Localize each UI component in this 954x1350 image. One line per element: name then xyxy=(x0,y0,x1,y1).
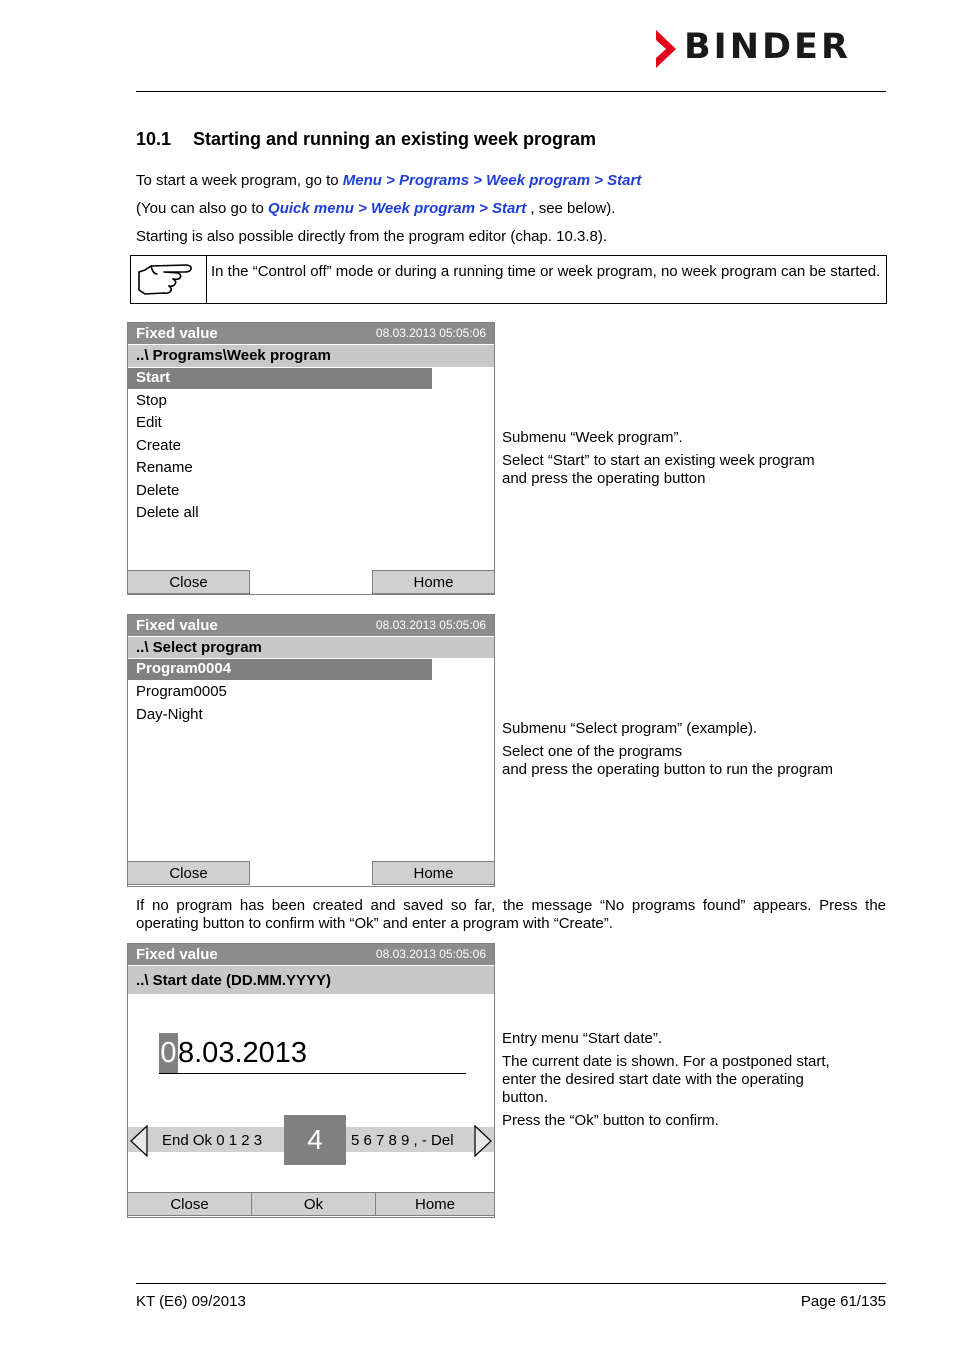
screen-datetime: 08.03.2013 05:05:06 xyxy=(375,947,486,961)
screen-path: ..\ Select program xyxy=(128,637,494,658)
date-cursor: 0 xyxy=(159,1033,178,1073)
section-number: 10.1 xyxy=(136,129,172,149)
keys-right[interactable]: 5 6 7 8 9 , - Del xyxy=(351,1132,454,1149)
screen-title: Fixed value xyxy=(136,325,218,342)
screen1-description: Submenu “Week program”. Select “Start” to start an existing week program and press the operating button xyxy=(502,429,815,487)
screen-title-bar xyxy=(128,323,494,344)
screen-datetime: 08.03.2013 05:05:06 xyxy=(375,326,486,340)
menu-item-rename[interactable]: Rename xyxy=(136,459,193,476)
menu-item-edit[interactable]: Edit xyxy=(136,414,162,431)
keys-left[interactable]: End Ok 0 1 2 3 xyxy=(162,1132,263,1149)
arrow-right-icon[interactable] xyxy=(473,1125,493,1157)
screen-path: ..\ Start date (DD.MM.YYYY) xyxy=(128,966,494,994)
screen-title: Fixed value xyxy=(136,946,218,963)
quick-menu-path-link: Quick menu > Week program > Start xyxy=(268,200,527,217)
binder-logo-mark xyxy=(654,30,680,68)
program-item-program0004[interactable]: Program0004 xyxy=(128,659,432,680)
select-program-screen xyxy=(127,614,495,887)
ok-button[interactable]: Ok xyxy=(251,1192,376,1216)
screen2-description: Submenu “Select program” (example). Select one of the programs and press the operating button to run the program xyxy=(502,720,834,778)
section-heading xyxy=(136,129,596,150)
home-button[interactable]: Home xyxy=(372,861,495,885)
menu-item-create[interactable]: Create xyxy=(136,437,182,454)
menu-item-delete-all[interactable]: Delete all xyxy=(136,504,199,521)
footer-left: KT (E6) 09/2013 xyxy=(136,1293,246,1310)
brand-name: BINDER xyxy=(684,27,851,67)
menu-path-link: Menu > Programs > Week program > Start xyxy=(342,172,642,189)
date-value-field[interactable] xyxy=(159,1033,307,1073)
screen-path: ..\ Programs\Week program xyxy=(128,345,494,367)
screen3-description: Entry menu “Start date”. The current date is shown. For a postponed start, enter the desired start date with the operating button. Press the “Ok” button to confirm. xyxy=(502,1030,830,1129)
home-button[interactable]: Home xyxy=(375,1192,495,1216)
header-rule xyxy=(136,91,886,92)
close-button[interactable]: Close xyxy=(127,570,250,594)
date-underline xyxy=(159,1073,466,1074)
selected-key[interactable]: 4 xyxy=(284,1115,346,1165)
screen-datetime: 08.03.2013 05:05:06 xyxy=(375,618,486,632)
footer-page-number: Page 61/135 xyxy=(800,1293,886,1310)
start-date-screen xyxy=(127,943,495,1218)
program-item-day-night[interactable]: Day-Night xyxy=(136,706,203,723)
section-title: Starting and running an existing week program xyxy=(193,129,597,149)
arrow-left-icon[interactable] xyxy=(129,1125,149,1157)
binder-logo xyxy=(654,27,886,68)
pointing-hand-icon xyxy=(131,256,207,303)
screen-title: Fixed value xyxy=(136,617,218,634)
week-program-screen xyxy=(127,322,495,595)
note-box xyxy=(130,255,887,304)
intro-line-3: Starting is also possible directly from the program editor (chap. 10.3.8). xyxy=(136,228,608,245)
screen-title-bar xyxy=(128,615,494,636)
footer-rule xyxy=(136,1283,886,1284)
note-text: In the “Control off” mode or during a running time or week program, no week program can be started. xyxy=(211,263,881,280)
date-value: 8.03.2013 xyxy=(178,1037,308,1069)
menu-item-start[interactable]: Start xyxy=(128,368,432,389)
intro-line-2: (You can also go to Quick menu > Week program > Start , see below). xyxy=(136,200,616,217)
close-button[interactable]: Close xyxy=(127,1192,252,1216)
intro-line-1: To start a week program, go to Menu > Programs > Week program > Start xyxy=(136,172,642,189)
menu-item-delete[interactable]: Delete xyxy=(136,482,180,499)
menu-item-stop[interactable]: Stop xyxy=(136,392,167,409)
close-button[interactable]: Close xyxy=(127,861,250,885)
program-item-program0005[interactable]: Program0005 xyxy=(136,683,227,700)
screen-title-bar xyxy=(128,944,494,965)
no-programs-paragraph: If no program has been created and saved so far, the message “No programs found” appears. Press the operating button to confirm with “Ok” and enter a program with “Create”. xyxy=(136,897,886,932)
home-button[interactable]: Home xyxy=(372,570,495,594)
